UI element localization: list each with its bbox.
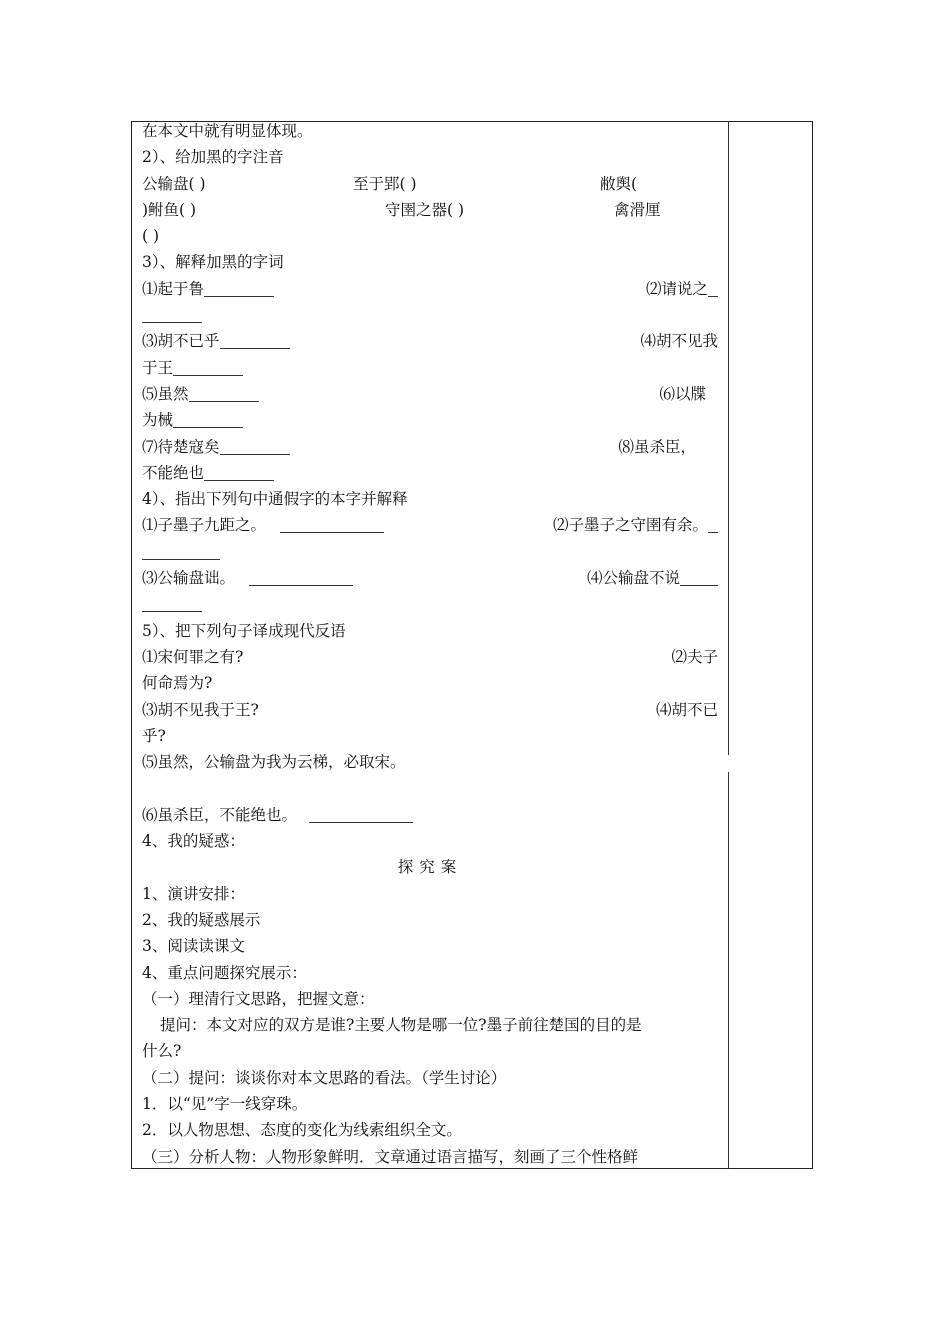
phonetic-item: 至于郢( ) [353,174,417,193]
question-text: ⑵请说之 [645,279,708,298]
text-line [142,907,718,933]
worksheet-content [142,118,718,1170]
question-text: ⑺待楚寇矣 [142,437,220,456]
line-text: 3、阅读读课文 [142,937,245,956]
answer-blank[interactable] [142,304,202,323]
question-row [142,539,718,565]
answer-blank[interactable] [280,514,384,533]
line-text: （一）理清行文思路，把握文意： [142,989,375,1008]
phonetic-row [142,197,718,223]
section-title-text: 探究案 [397,858,463,877]
phonetic-item: 禽滑厘 [614,200,661,219]
question-text: ⑶胡不见我于王? [142,700,259,719]
question-text: 于王 [142,358,174,377]
answer-blank[interactable] [173,409,243,428]
question-right [587,565,718,591]
line-text: 2）、给加黑的字注音 [142,148,284,167]
line-text: （三）分析人物：人物形象鲜明．文章通过语言描写，刻画了三个性格鲜 [142,1147,639,1166]
question-text: ⑵夫子 [671,647,718,666]
answer-blank[interactable] [189,383,259,402]
line-text: 1．以“见”字一线穿珠。 [142,1094,308,1113]
answer-blank[interactable] [220,330,290,349]
text-line [142,960,718,986]
column-divider-lower [728,772,729,1169]
text-line [142,1012,718,1038]
section-heading [142,486,718,512]
question-row [142,381,718,407]
text-line [142,1038,718,1064]
section-title [142,854,718,880]
question-row [142,276,718,302]
section-heading [142,249,718,275]
question-text: ⑴子墨子九距之。 [142,516,267,535]
question-text: ⑸虽然 [142,384,189,403]
answer-blank[interactable] [309,804,413,823]
phonetic-row [142,223,718,249]
line-text: 1、演讲安排： [142,884,245,903]
answer-blank[interactable] [142,541,220,560]
answer-blank[interactable] [204,462,274,481]
phonetic-item: 守圉之器( ) [385,200,465,219]
column-divider [728,121,729,755]
question-row [142,802,718,828]
answer-blank[interactable] [249,567,353,586]
line-text: 提问：本文对应的双方是谁?主要人物是哪一位?墨子前往楚国的目的是 [160,1016,642,1035]
line-text: 3）、解释加黑的字词 [142,253,284,272]
question-row [142,565,718,591]
question-row [142,644,718,670]
section-heading [142,144,718,170]
phonetic-item: 敝舆( [600,174,638,193]
question-right [646,276,718,302]
question-row [142,723,718,749]
line-text: 2．以人物思想、态度的变化为线索组织全文。 [142,1121,462,1140]
line-text: 什么? [142,1042,182,1061]
question-text: ⑶公输盘诎。 [142,569,236,588]
question-row [142,407,718,433]
question-row [142,670,718,696]
answer-blank[interactable] [173,357,243,376]
text-line [142,986,718,1012]
question-row [142,434,718,460]
question-text: ⑹虽杀臣，不能绝也。 [142,805,298,824]
text-line [142,1117,718,1143]
text-line [142,933,718,959]
question-text: 为械 [142,411,174,430]
line-text: 5）、把下列句子译成现代反语 [142,621,346,640]
question-row [142,302,718,328]
question-text: ⑸虽然，公输盘为我为云梯，必取宋。 [142,753,406,772]
phonetic-row [142,171,718,197]
answer-blank[interactable] [680,567,718,586]
text-line [142,881,718,907]
line-text: 4、重点问题探究展示： [142,963,307,982]
phonetic-item: )鲋鱼( ) [142,200,197,219]
section-heading [142,618,718,644]
answer-blank[interactable] [220,436,290,455]
question-text: 不能绝也 [142,463,205,482]
line-text: 4）、指出下列句中通假字的本字并解释 [142,490,408,509]
question-text: ⑷公输盘不说 [586,569,680,588]
question-text: ⑵子墨子之守圉有余。 [552,516,708,535]
phonetic-item: 公输盘( ) [142,174,206,193]
question-row [142,697,718,723]
answer-blank[interactable] [708,278,718,297]
blank-line [142,775,718,801]
question-right [553,512,718,538]
line-text: （二）提问：谈谈你对本文思路的看法。（学生讨论） [142,1068,507,1087]
text-line [142,1091,718,1117]
question-text: ⑴宋何罪之有? [142,647,244,666]
answer-blank[interactable] [708,514,718,533]
question-text: ⑷胡不见我 [640,332,718,351]
text-line [142,1065,718,1091]
phonetic-item: ( ) [142,227,160,246]
question-text: ⑶胡不已乎 [142,332,220,351]
question-row [142,328,718,354]
text-line [142,1144,718,1170]
question-text: 何命焉为? [142,674,213,693]
question-row [142,355,718,381]
line-text: 在本文中就有明显体现。 [142,122,313,140]
question-text: ⑷胡不已 [655,700,718,719]
question-text: 乎? [142,726,166,745]
line-text: 4、我的疑惑： [142,832,245,851]
answer-blank[interactable] [142,593,202,612]
line-text: 2、我的疑惑展示 [142,910,261,929]
question-text: ⑴起于鲁 [142,279,205,298]
question-row [142,749,718,775]
section-heading [142,828,718,854]
question-text: ⑻虽杀臣， [618,437,696,456]
question-row [142,591,718,617]
answer-blank[interactable] [204,278,274,297]
text-line [142,118,718,144]
question-text: ⑹以牒 [659,384,706,403]
question-row [142,512,718,538]
question-row [142,460,718,486]
